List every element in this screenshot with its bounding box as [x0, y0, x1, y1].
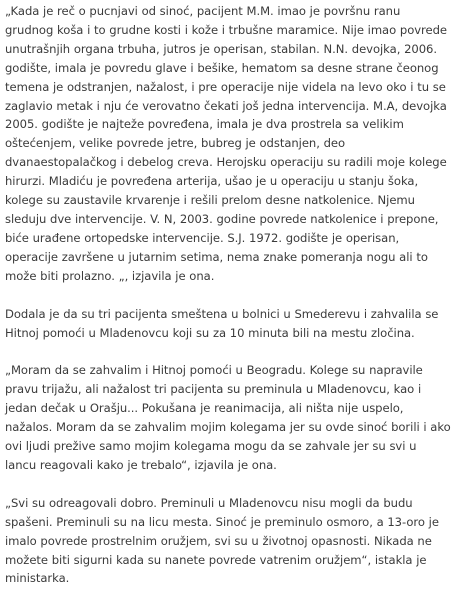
article-paragraph: Dodala je da su tri pacijenta smeštena u bolnici u Smederevu i zahvalila se Hitnoj pomoći u Mladenovcu koji su za 10 minuta bili na mestu zločina.	[5, 306, 439, 340]
article-paragraph: „Moram da se zahvalim i Hitnoj pomoći u Beogradu. Kolege su napravile pravu trijažu, ali nažalost tri pacijenta su preminula u Mladenovcu, kao i jedan dečak u Orašju... Pokušana je reanimacija, ali ništa nije uspelo, nažalos. Moram da se zahvalim mojim kolegama jer su ovde sinoć borili i ako ovi ljudi prežive samo mojim kolegama mogu da se zahvale jer su svi u lancu reagovali kako je trebalo“, izjavila je ona.	[5, 363, 451, 472]
article-body	[5, 2, 451, 607]
article-paragraph: „Svi su odreagovali dobro. Preminuli u Mladenovcu nisu mogli da budu spašeni. Preminuli su na licu mesta. Sinoć je preminulo osmoro, a 13-oro je imalo povrede prostrelnim oružjem, svi su u životnoj opasnosti. Nikada ne možete biti sigurni kada su nanete povrede vatrenim oružjem“, istakla je ministarka.	[5, 495, 439, 586]
article-paragraph: „Kada je reč o pucnjavi od sinoć, pacijent M.M. imao je površnu ranu grudnog koša i to grudne kosti i kože i trbušne maramice. Nije imao povrede unutrašnjih organa trbuha, jutros je operisan, stabilan. N.N. devojka, 2006. godište, imala je povredu glave i bešike, hematom sa desne strane čeonog temena je odstranjen, nažalost, i pre operacije nije videla na levo oko i tu se zaglavio metak i nju će verovatno čekati još jedna intervencija. M.A, devojka 2005. godište je najteže povređena, imala je dva prostrela sa velikim oštećenjem, velike povrede jetre, bubreg je odstanjen, deo dvanaestopalačkog i debelog creva. Herojsku operaciju su radili moje kolege hirurzi. Mladiću je povređena arterija, ušao je u operaciju u stanju šoka, kolege su zaustavile krvarenje i rešili prelom desne natkolenice. Njemu sleduju dve intervencije. V. N, 2003. godine povrede natkolenice i prepone, biće urađene ortopedske intervencije. S.J. 1972. godište je operisan, operacije završene u jutarnim setima, nema znake pomeranja nogu ali to može biti prolazno. „, izjavila je ona.	[5, 4, 447, 283]
